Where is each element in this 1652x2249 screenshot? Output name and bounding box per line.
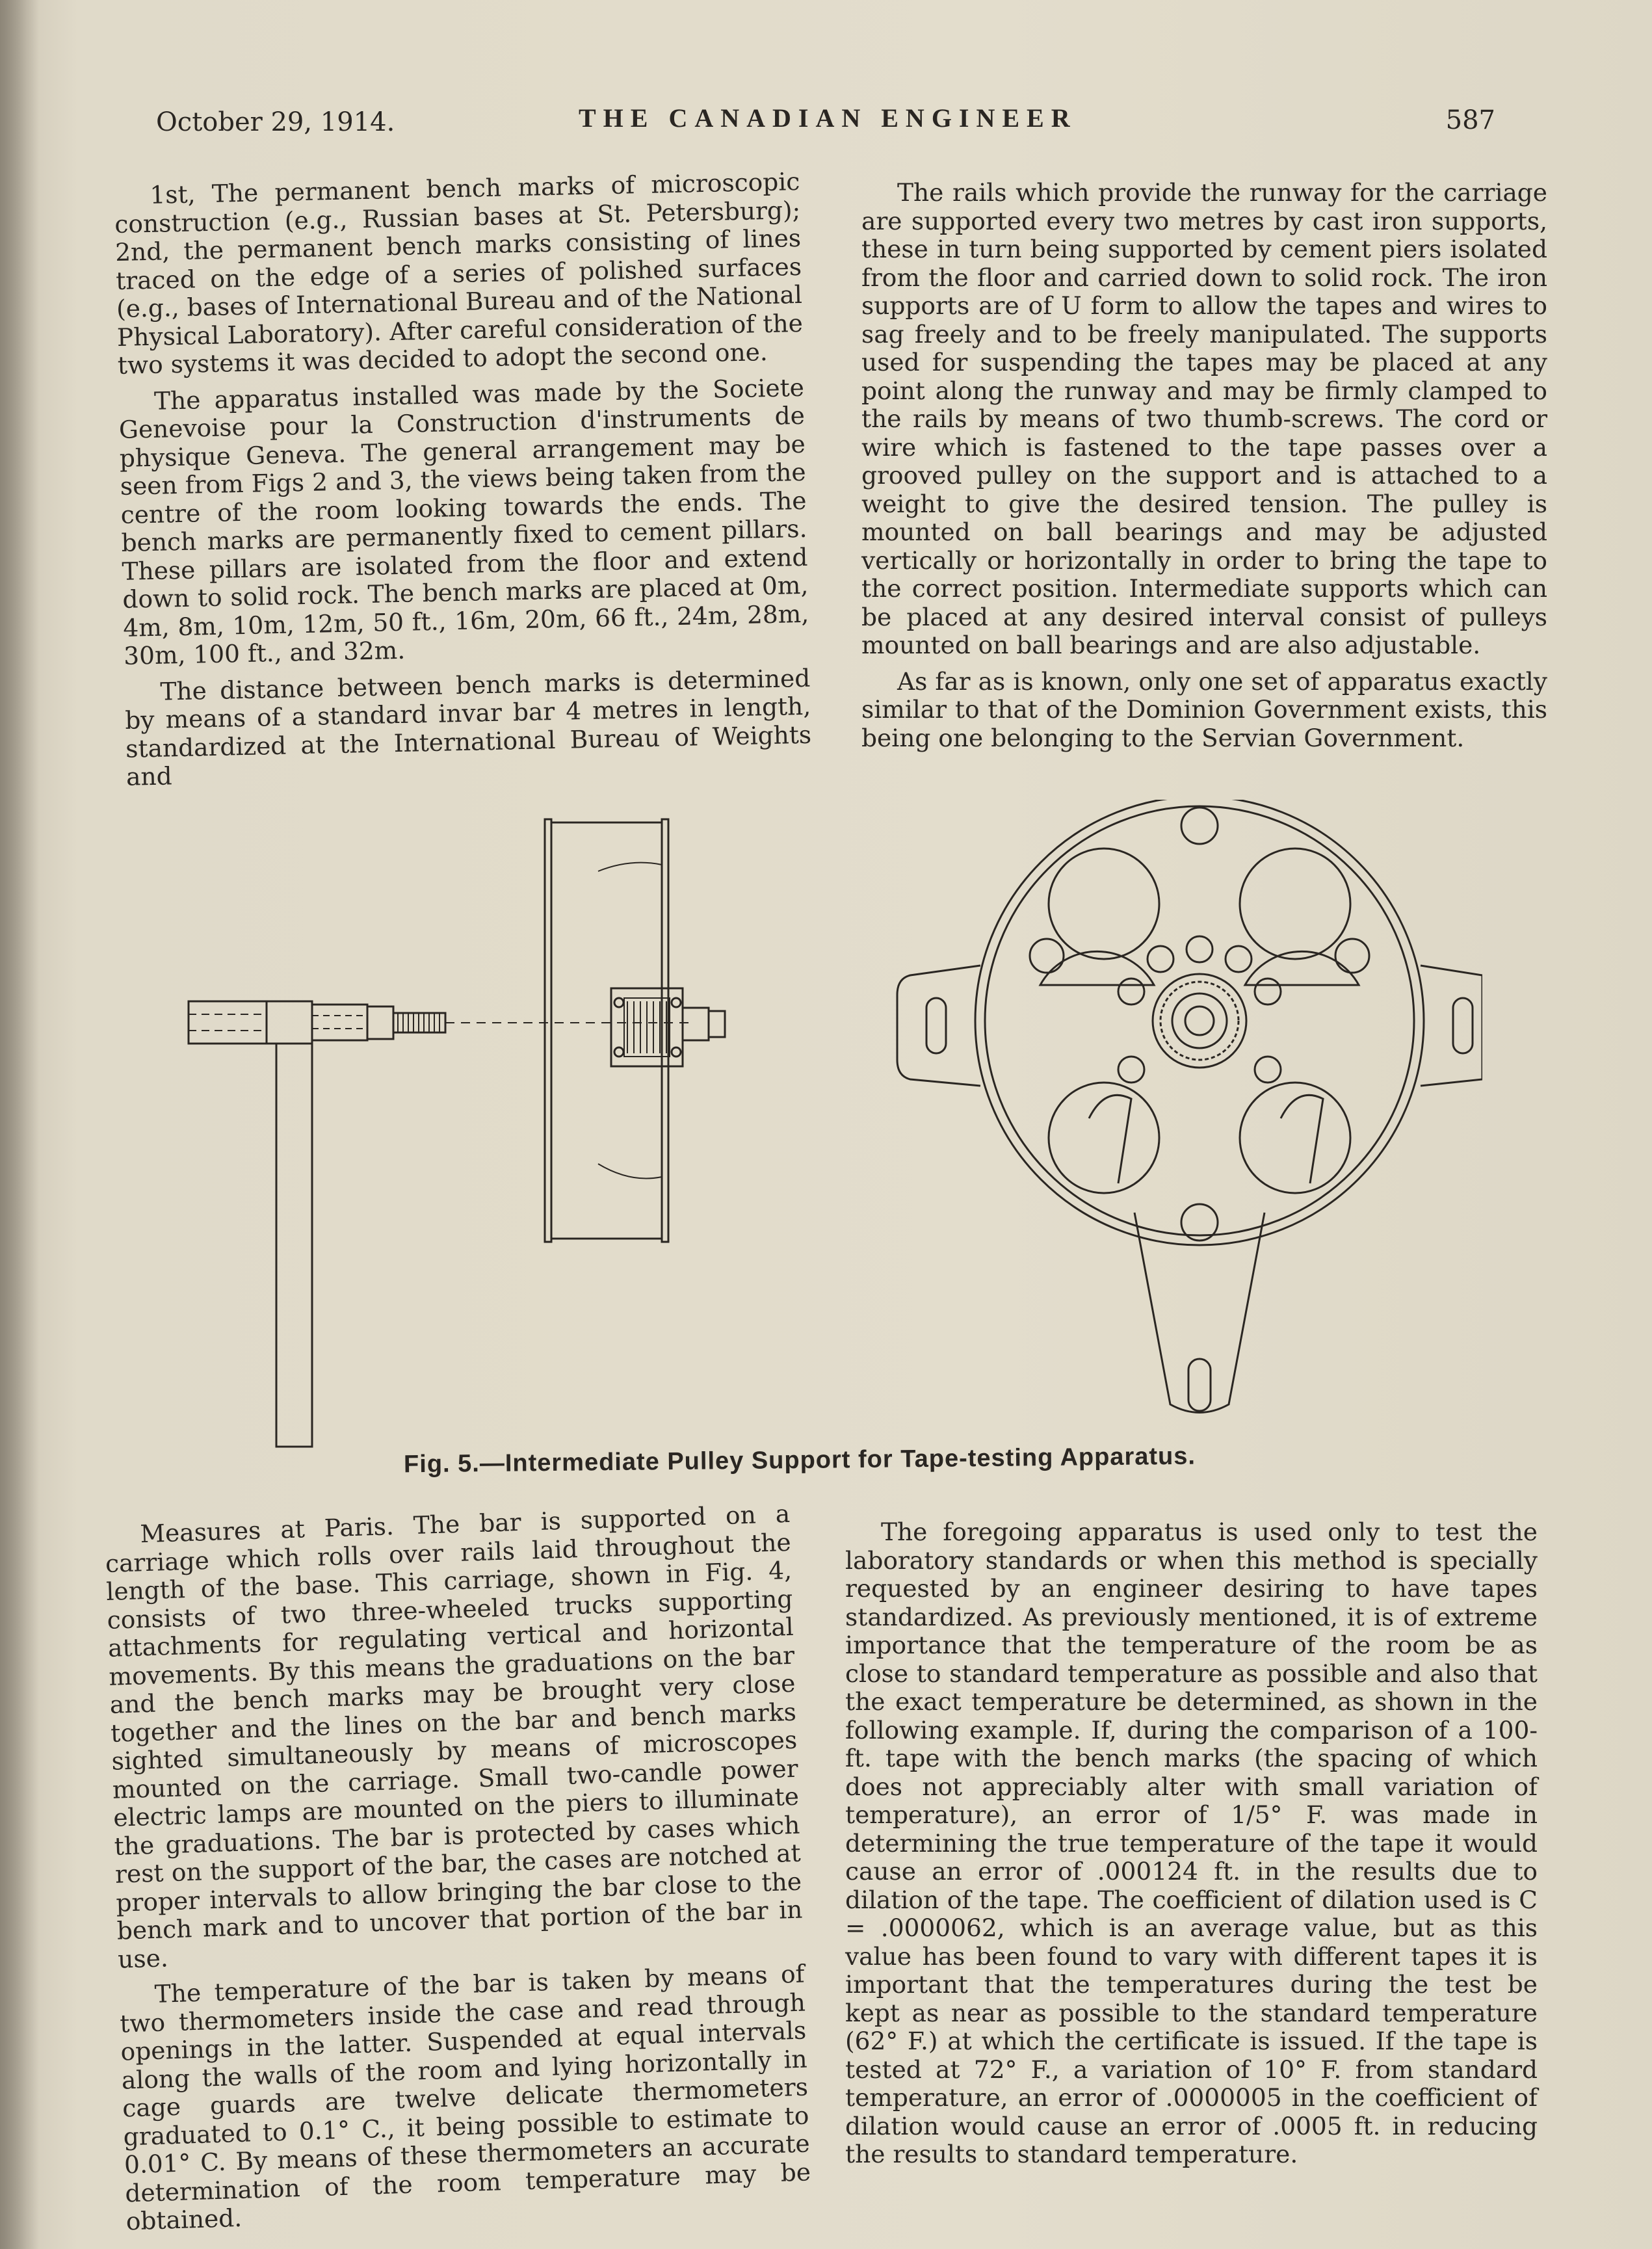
side-elevation [189, 819, 725, 1447]
journal-title: THE CANADIAN ENGINEER [579, 103, 1077, 133]
handle-bar [189, 1001, 267, 1044]
paragraph: As far as is known, only one set of apparatus exactly similar to that of the Dominion Government exists, this being one belonging to the Servian Government. [861, 666, 1547, 752]
running-header [156, 98, 1495, 150]
front-elevation [897, 800, 1482, 1413]
paragraph: Measures at Paris. The bar is supported on a carriage which rolls over rails laid throughout the length of the base. This carriage, shown in Fig. 4, consists of two three-wheeled trucks supporting attachments for regulating vertical and horizontal movements. By this means the graduations on the bar and the bench marks may be brought very close together and the lines on the bar and bench marks sighted simultaneously by means of microscopes mounted on the carriage. Small two-candle power electric lamps are mounted on the piers to illuminate the graduations. The bar is protected by cases which rest on the support of the bar, the cases are notched at proper intervals to allow bringing the bar close to the bench mark and to uncover that portion of the bar in use. [105, 1499, 803, 1974]
pulley-outer-rim [975, 800, 1424, 1245]
paragraph: The distance between bench marks is determined by means of a standard invar bar 4 metres in length, standardized at the International Bureau of Weights and [124, 663, 812, 791]
column-bottom-left [104, 1500, 812, 2236]
paragraph: The apparatus installed was made by the Societe Genevoise pour la Construction d'instruments de physique Geneva. The general arrangement may be seen from Figs 2 and 3, the views being taken from the centre of the room looking towards the ends. The bench marks are permanently fixed to cement pillars. These pillars are isolated from the floor and extend down to solid rock. The bench marks are placed at 0m, 4m, 8m, 10m, 12m, 50 ft., 16m, 20m, 66 ft., 24m, 28m, 30m, 100 ft., and 32m. [118, 373, 809, 670]
paragraph: The foregoing apparatus is used only to test the laboratory standards or when this method is specially requested by an engineer desiring to have tapes standardized. As previously mentioned, it is of extreme importance that the temperature of the room be as close to standard temperature as possible and also that the exact temperature be determined, as shown in the following example. If, during the comparison of a 100-ft. tape with the bench marks (the spacing of which does not appreciably alter with small variation of temperature), an error of 1/5° F. was made in determining the true temperature of the tape it would cause an error of .000124 ft. in the results due to dilation of the tape. The coefficient of dilation used is C = .0000062, which is an average value, but as this value has been found to vary with different tapes it is important that the temperatures during the test be kept as near as possible to the standard temperature (62° F.) at which the certificate is issued. If the tape is tested at 72° F., a variation of 10° F. from standard temperature, an error of .0000005 in the coefficient of dilation would cause an error of .0005 ft. in reducing the results to standard temperature. [845, 1518, 1538, 2168]
pulley-support-drawing [182, 800, 1482, 1469]
header-date: October 29, 1914. [156, 107, 395, 137]
pulley-hub [1153, 974, 1246, 1068]
page-number: 587 [1445, 105, 1495, 135]
paragraph: The temperature of the bar is taken by means of two thermometers inside the case and read through openings in the latter. Suspended at equal intervals along the walls of the room and lying horizontally in cage guards are twelve delicate thermometers graduated to 0.1° C., it being possible to estimate to 0.01° C. By means of these thermometers an accurate determination of the room temperature may be obtained. [119, 1959, 811, 2236]
pulley-support-figure [182, 800, 1482, 1469]
paragraph: The rails which provide the runway for the carriage are supported every two metres by cast iron supports, these in turn being supported by cement piers isolated from the floor and carried down to solid rock. The iron supports are of U form to allow the tapes and wires to sag freely and to be freely manipulated. The supports used for suspending the tapes may be placed at any point along the runway and may be firmly clamped to the rails by means of two thumb-screws. The cord or wire which is fastened to the tape passes over a grooved pulley on the support and is attached to a weight to give the desired tension. The pulley is mounted on ball bearings and may be adjusted vertically or horizontally in order to bring the tape to the correct position. Intermediate supports which can be placed at any desired interval consist of pulleys mounted on ball bearings and are also adjustable. [861, 178, 1547, 659]
figure-caption: Fig. 5.—Intermediate Pulley Support for Tape-testing Apparatus. [403, 1442, 1196, 1479]
paragraph: 1st, The permanent bench marks of microscopic construction (e.g., Russian bases at St. Petersburg); 2nd, the permanent bench marks consisting of lines traced on the edge of a series of polished surfaces (e.g., bases of International Bureau and of the National Physical Laboratory). After careful consideration of the two systems it was decided to adopt the second one. [114, 166, 804, 380]
column-bottom-right [845, 1518, 1538, 2169]
handle-shaft [276, 1044, 312, 1447]
column-top-right [861, 179, 1547, 752]
column-top-left [114, 168, 812, 791]
binding-shadow [0, 0, 39, 2249]
support-bracket [1134, 1213, 1265, 1413]
